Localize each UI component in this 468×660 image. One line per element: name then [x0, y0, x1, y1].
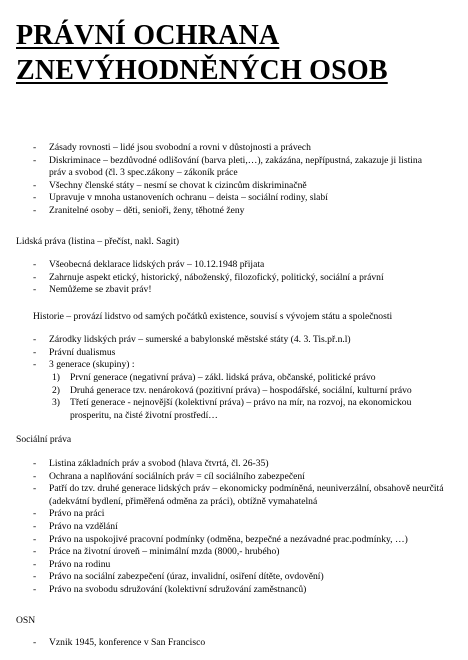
- item-number: 3): [52, 397, 60, 409]
- list-item: - Právo na práci: [0, 508, 468, 521]
- un-list: [0, 637, 468, 650]
- list-item: - Právo na svobodu sdružování (kolektivní sdružování zaměstnanců): [0, 584, 468, 597]
- list-item: - Právo na vzdělání: [0, 521, 468, 534]
- title-line-2: ZNEVÝHODNĚNÝCH OSOB: [16, 55, 388, 86]
- list-item: [0, 385, 468, 398]
- list-item: [0, 397, 468, 422]
- list-item: - Diskriminace – bezdůvodné odlišování (barva pleti,…), zakázána, nepřípustná, zakazuje ji listina práv a svobod (čl. 3 spec.zákony – zákoník práce: [0, 155, 468, 180]
- item-number: 2): [52, 384, 60, 396]
- section-heading-social-rights: Sociální práva: [16, 434, 72, 445]
- document-title: [16, 18, 388, 88]
- list-item: - Zranitelné osoby – děti, senioři, ženy, těhotné ženy: [0, 205, 468, 218]
- history-paragraph: Historie – provází lidstvo od samých počátků existence, souvisí s vývojem státu a společnosti: [33, 311, 393, 322]
- list-item: - Patří do tzv. druhé generace lidských práv – ekonomicky podmíněná, neuniverzální, obsahově neurčitá (adekvátní bydlení, přiměřená odměna za práci), obtížně vymahatelná: [0, 483, 468, 508]
- list-item: - 3 generace (skupiny) :: [0, 359, 468, 372]
- list-item: - Všechny členské státy – nesmí se chovat k cizincům diskriminačně: [0, 180, 468, 193]
- list-item: - Zárodky lidských práv – sumerské a babylonské městské státy (4. 3. Tis.př.n.l): [0, 334, 468, 347]
- list-item: - Listina základních práv a svobod (hlava čtvrtá, čl. 26-35): [0, 458, 468, 471]
- list-item: - Práce na životní úroveň – minimální mzda (8000,- hrubého): [0, 546, 468, 559]
- list-item: - Všeobecná deklarace lidských práv – 10.12.1948 přijata: [0, 259, 468, 272]
- list-item: - Právo na sociální zabezpečení (úraz, invalidní, osiření dítěte, ovdovění): [0, 571, 468, 584]
- section-heading-human-rights: Lidská práva (listina – přečíst, nakl. Sagit): [16, 236, 180, 247]
- section-heading-un: OSN: [16, 615, 36, 626]
- item-text: Druhá generace tzv. nenároková (pozitivní práva) – hospodářské, sociální, kulturní právo: [70, 384, 412, 396]
- title-line-1: PRÁVNÍ OCHRANA: [16, 20, 280, 51]
- principles-list: [0, 142, 468, 218]
- history-list: [0, 334, 468, 372]
- list-item: - Ochrana a naplňování sociálních práv = cíl sociálního zabezpečení: [0, 471, 468, 484]
- list-item: - Právní dualismus: [0, 347, 468, 360]
- item-text: Třetí generace - nejnovější (kolektivní práva) – právo na mír, na rozvoj, na ekonomickou prosperitu, na čisté životní prostředí…: [70, 397, 412, 421]
- list-item: - Vznik 1945, konference v San Francisco: [0, 637, 468, 650]
- list-item: - Zásady rovnosti – lidé jsou svobodní a rovni v důstojnosti a právech: [0, 142, 468, 155]
- list-item: - Právo na rodinu: [0, 559, 468, 572]
- list-item: - Nemůžeme se zbavit práv!: [0, 284, 468, 297]
- list-item: - Právo na uspokojivé pracovní podmínky (odměna, bezpečné a nezávadné prac.podmínky, …): [0, 534, 468, 547]
- list-item: [0, 372, 468, 385]
- human-rights-list: [0, 259, 468, 297]
- generations-list: [0, 372, 468, 422]
- list-item: - Zahrnuje aspekt etický, historický, náboženský, filozofický, politický, sociální a právní: [0, 272, 468, 285]
- list-item: - Upravuje v mnoha ustanoveních ochranu – deista – sociální rodiny, slabí: [0, 192, 468, 205]
- social-rights-list: [0, 458, 468, 597]
- item-text: První generace (negativní práva) – zákl. lidská práva, občanské, politické právo: [70, 372, 376, 383]
- item-number: 1): [52, 372, 60, 383]
